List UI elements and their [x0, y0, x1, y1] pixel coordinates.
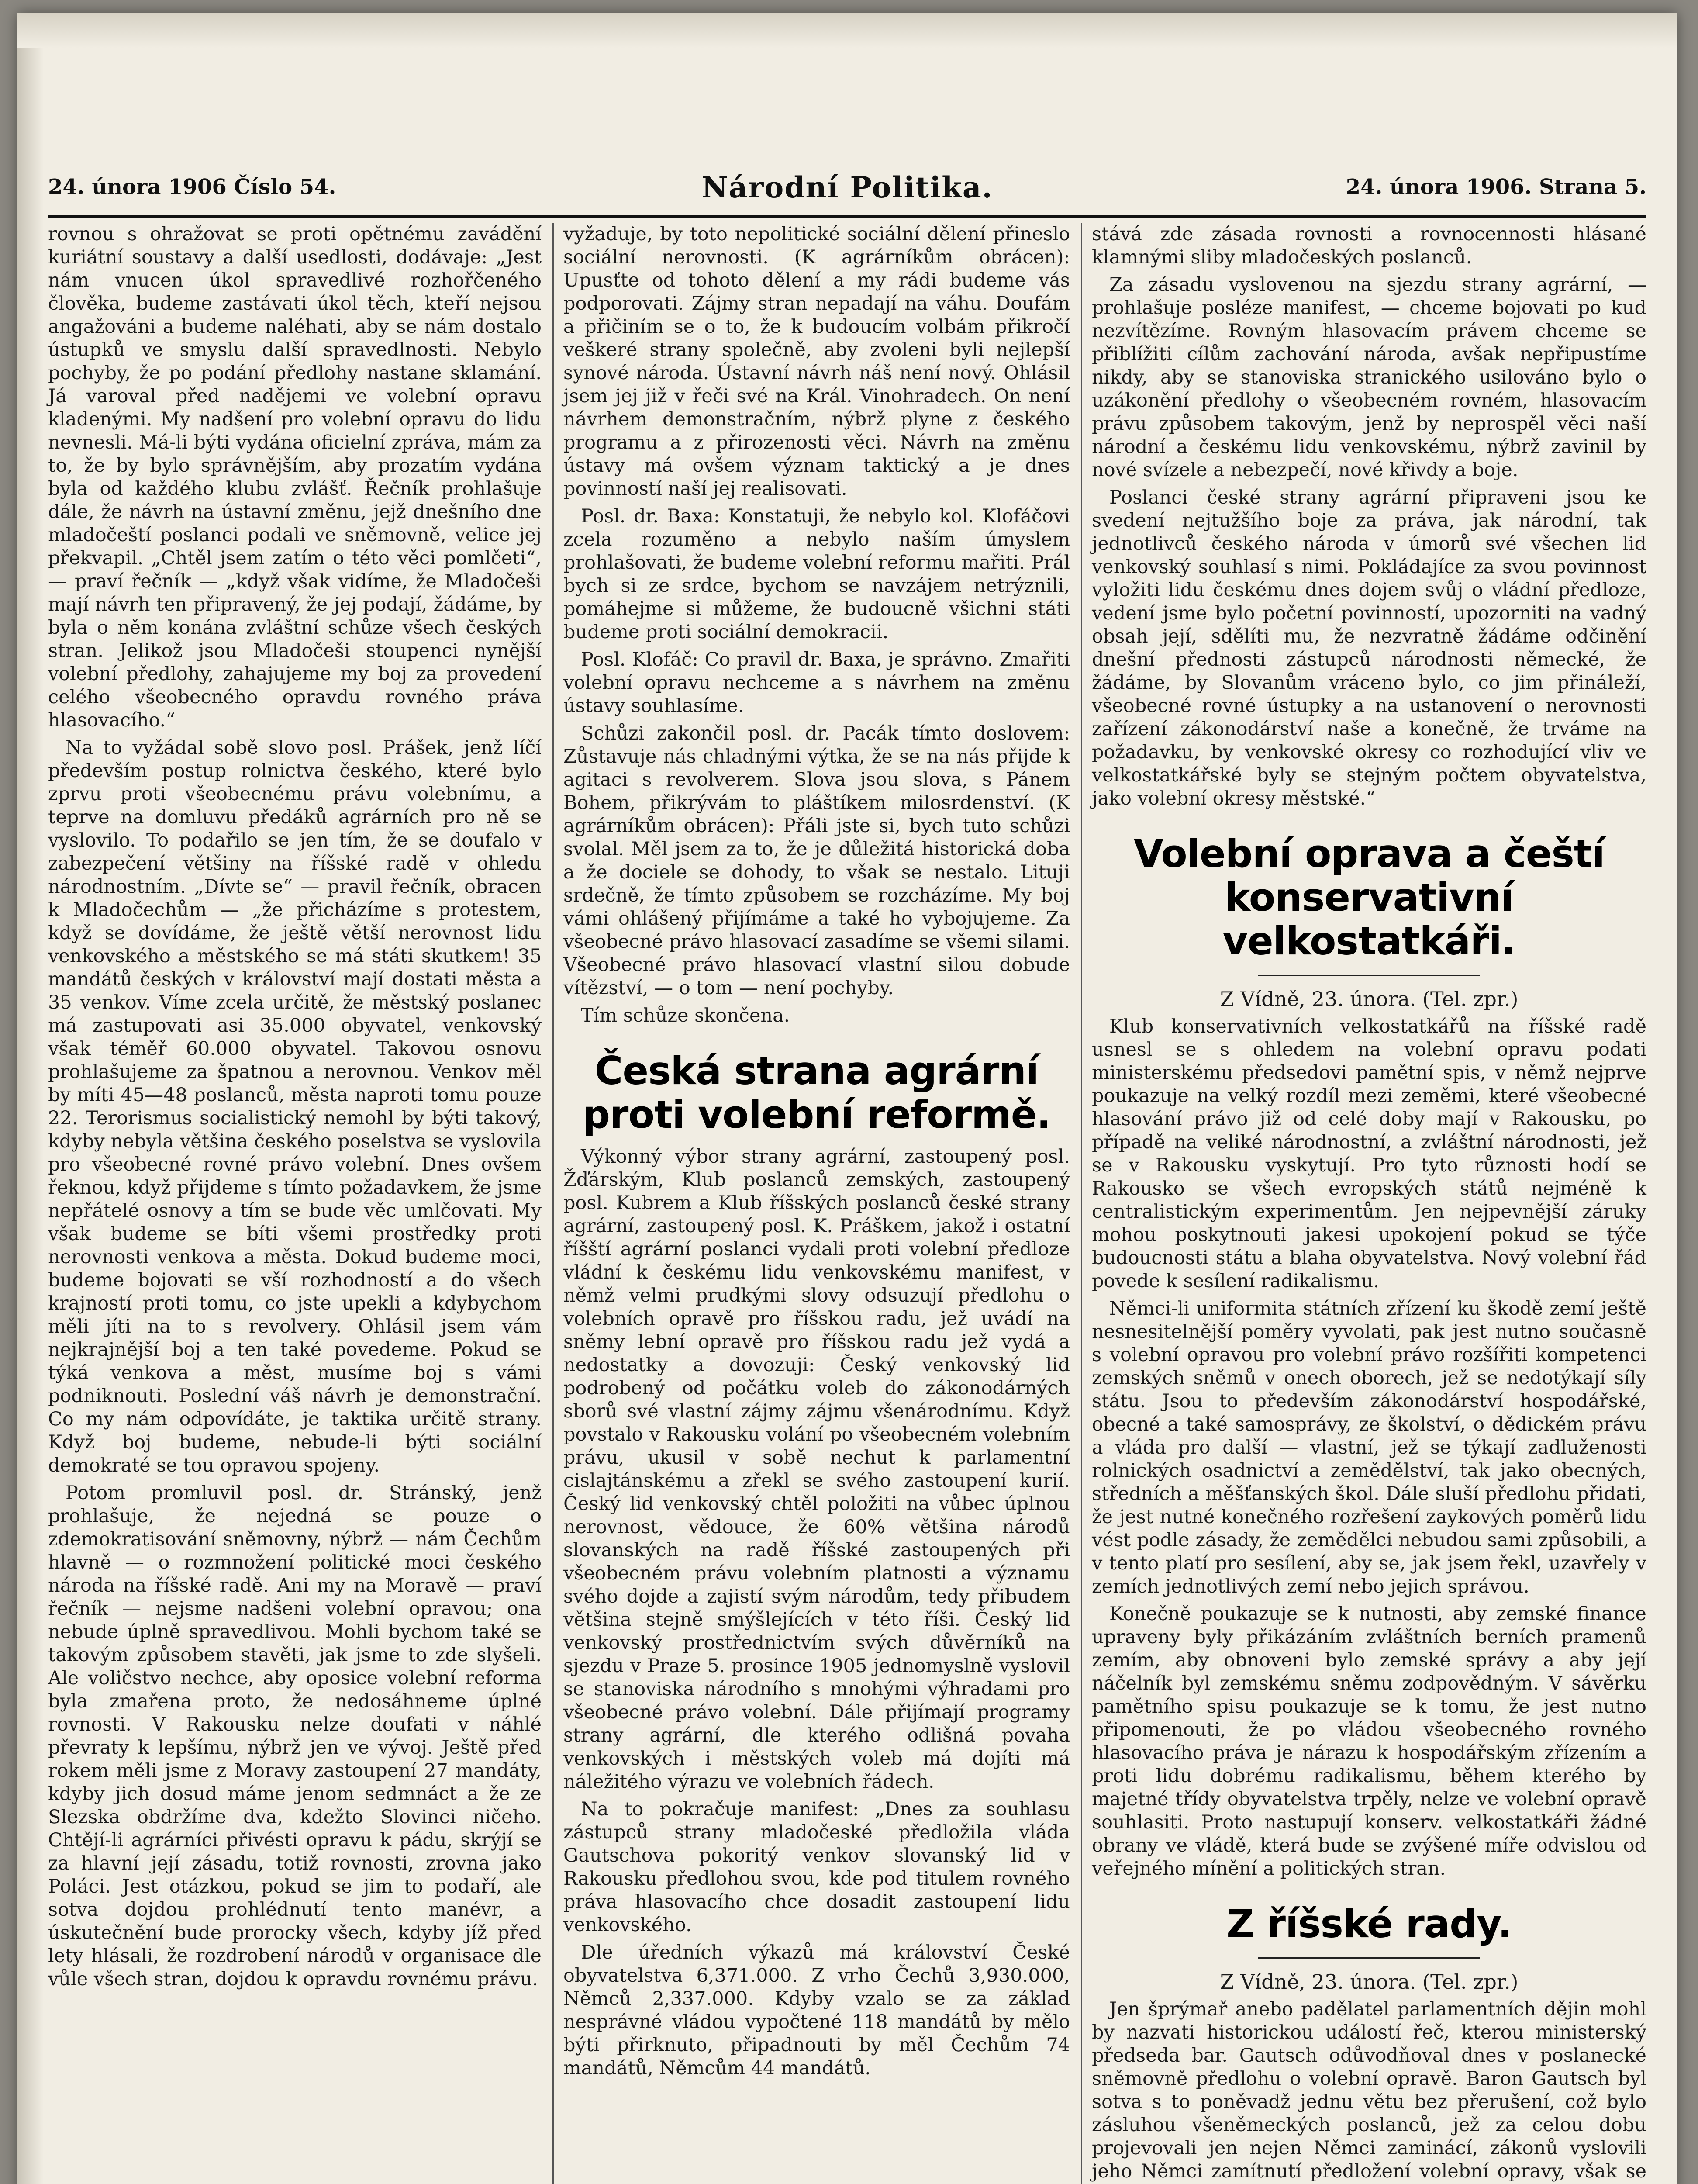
headline-underline [1258, 975, 1480, 976]
paragraph: stává zde zásada rovnosti a rovnocennosti hlásané klamnými sliby mladočeských poslanců. [1092, 223, 1646, 268]
header-date-issue: 24. února 1906 Číslo 54. [48, 175, 336, 199]
paragraph: Jen šprýmař anebo padělatel parlamentních dějin mohl by nazvati historickou událostí řeč, kterou ministerský předseda bar. Gautsch odůvodňoval dnes v poslanecké sněmovně předlohu o volební opravě. Baron Gautsch byl sotva s to poněvadž jednu větu bez přerušení, což bylo zásluhou všeněmeckých poslanců, jež za celou dobu projevovali jen nejen Němci zaminácí, zákonů vyslovili jeho Němci zamítnutí předložení volební opravy, však se [1092, 1998, 1646, 2182]
column-3 [1092, 223, 1646, 2184]
page-edge-shadow [17, 13, 44, 2184]
paragraph: Konečně poukazuje se k nutnosti, aby zemské finance upraveny byly přikázáním zvláštních berních pramenů zemím, aby obnoveni bylo zemské správy a aby její náčelník byl zemskému sněmu zodpovědným. V sávěrku pamětního spisu poukazuje se k tomu, že jest nutno připomenouti, že po vládou všeobecného rovného hlasovacího práva je nárazu k hospodářským zřízením a proti lidu dobrému radikalismu, během kterého by majetné třídy obyvatelstva trpěly, nelze ve volební opravě souhlasiti. Proto nastupují konserv. velkostatkáři žádné obrany ve vládě, která bude se zvýšené míře odvislou od veřejného mínění a politických stran. [1092, 1603, 1646, 1880]
dateline: Z Vídně, 23. února. (Tel. zpr.) [1220, 987, 1519, 1011]
column-2 [563, 223, 1070, 2084]
paragraph: Posl. Klofáč: Co pravil dr. Baxa, je správno. Zmařiti volební opravu nechceme a s návrhem na změnu ústavy souhlasíme. [563, 649, 1070, 717]
newspaper-title: Národní Politika. [701, 170, 993, 204]
paragraph: Poslanci české strany agrární připraveni jsou ke svedení nejtužšího boje za práva, jak národní, tak jednotlivců českého národa v úmorů své všechen lid venkovský souhlasí s nimi. Pokládajíce za svou povinnost vyložiti lidu českému dnes dojem svůj o vládní předloze, vedení jsme bylo početní povinností, upozorniti na vadný obsah její, sdělíti mu, že nezvratně žádáme odčinění dnešní přednosti zástupců národnosti německé, že žádáme, by Slovanům vráceno bylo, co jim přináleží, všeobecné rovné ústupky a na ustanovení o nerovnosti zařízení zákonodárství naše a konečně, že trváme na požadavku, by venkovské okresy co rozhodující vliv ve velkostatkářské byly se stejným počtem obyvatelstva, jako volební okresy městské.“ [1092, 487, 1646, 809]
column-rule [1081, 223, 1082, 2184]
paragraph: Na to pokračuje manifest: „Dnes za souhlasu zástupců strany mladočeské předložila vláda Gautschova pokoritý venkov slovanský lid v Rakousku předlohou svou, kde pod titulem rovného práva hlasovacího chce dosadit zastoupení lidu venkovského. [563, 1798, 1070, 1936]
article-headline: Z říšské rady. [1226, 1901, 1512, 1946]
paragraph: Němci-li uniformita státních zřízení ku škodě zemí ještě nesnesitelnější poměry vyvolati, pak jest nutno současně s volební opravou pro volební právo rozšířiti kompetenci zemských sněmů v onech oborech, jež se nedotýkají síly státu. Jsou to především zákonodárství hospodářské, obecné a také samosprávy, ze školství, o dědickém právu a vláda pro další — vlastní, jež se týkají zadluženosti rolnických osadnictví a zemědělství, tak jako obecných, středních a měšťanských škol. Dále sluší předlohu přidati, že jest nutné konečného rozřešení zaykových poměrů lidu vést podle zásady, že zemědělci nebudou sami způsobili, a v tento platí pro sesílení, aby se, jak jsem řekl, uzavřely v zemích jednotlivých zemí nebo jejich správou. [1092, 1298, 1646, 1597]
paragraph: Na to vyžádal sobě slovo posl. Prášek, jenž líčí především postup rolnictva českého, které bylo zprvu proti všeobecnému právu volebnímu, a teprve na domluvu předáků agrárních pro ně se vyslovilo. To podařilo se jen tím, že se doufalo v zabezpečení většiny na říšské radě v ohledu národnostním. „Dívte se“ — pravil řečník, obracen k Mladočechům — „že přicházíme s protestem, když se dovídáme, že ještě větší nerovnost lidu venkovského a městského se má státi skutkem! 35 mandátů českých v království mají dostati města a 35 venkov. Víme zcela určitě, že městský poslanec má zastupovati asi 35.000 obyvatel, venkovský však téměř 60.000 obyvatel. Takovou osnovu prohlašujeme za špatnou a nerovnou. Venkov měl by míti 45—48 poslanců, města naproti tomu pouze 22. Terorismus socialistický nemohl by býti takový, kdyby nebyla většina českého poselstva se vyslovila pro všeobecné rovné právo volební. Dnes ovšem řeknou, když přijdeme s tímto požadavkem, že jsme nepřátelé osnovy a tím se bude věc umlčovati. My však budeme se bíti všemi prostředky proti nerovnosti venkova a města. Dokud budeme moci, budeme bojovati se vší rozhodností a do všech krajností proti tomu, co jste upekli a kdybychom měli jíti na to s revolvery. Ohlásil jsem vám nejkrajnější boj a ten také povedeme. Pokud se týká venkova a měst, musíme boj s vámi podniknouti. Poslední váš návrh je demonstrační. Co my nám odpovídáte, je taktika určitě strany. Když boj budeme, nebude-li býti sociální demokraté se tou opravou spojeny. [48, 737, 542, 1476]
page-header [48, 170, 1646, 210]
paragraph: Tím schůze skončena. [581, 1005, 790, 1026]
headline-underline [1258, 1957, 1480, 1959]
paragraph: Potom promluvil posl. dr. Stránský, jenž prohlašuje, že nejedná se pouze o zdemokratisování sněmovny, nýbrž — nám Čechům hlavně — o rozmnožení politické moci českého národa na říšské radě. Ani my na Moravě — praví řečník — nejsme nadšeni volební opravou; ona nebude úplně spravedlivou. Mohli bychom také se takovým způsobem stavěti, jak jsme to zde slyšeli. Ale voličstvo nechce, aby oposice volební reforma byla zmařena proto, že nedosáhneme úplné rovnosti. V Rakousku nelze doufati v náhlé převraty k lepšímu, nýbrž jen ve vývoj. Ještě před rokem měli jsme z Moravy zastoupení 27 mandáty, kdyby jich dosud máme jenom sedmnáct a že ze Slezska obdržíme dva, kdežto Slovinci ničeho. Chtějí-li agrárníci přivésti opravu k pádu, skrýjí se za hlavní její zásadu, totiž rovnosti, zrovna jako Poláci. Jest otázkou, pokud se jim to podaří, ale sotva dojdou prohlédnutí tento manévr, a úskutečnění bude prorocky všech, kdyby jíž před lety hlásali, že rozdrobení národů v organisace dle vůle všech stran, dojdou k opravdu rovnému právu. [48, 1482, 542, 1990]
header-rule [48, 215, 1646, 218]
paragraph: vyžaduje, by toto nepolitické sociální dělení přineslo sociální nerovnosti. (K agrárníkům obrácen): Upusťte od tohoto dělení a my rádi budeme vás podporovati. Zájmy stran nepadají na váhu. Doufám a přičiním se o to, že k budoucím volbám přikročí veškeré strany společně, aby zvoleni byli nejlepší synové národa. Ústavní návrh náš není nový. Ohlásil jsem jej již v řeči své na Král. Vinohradech. On není návrhem demonstračním, nýbrž plyne z českého programu a z přirozenosti věci. Návrh na změnu ústavy má ovšem význam taktický a je dnes povinností naší jej realisovati. [563, 223, 1070, 500]
paragraph: rovnou s ohražovat se proti opětnému zavádění kuriátní soustavy a další usedlosti, dodávaje: „Jest nám vnucen úkol spravedlivé rozhořčeného člověka, budeme zastávati úkol těch, kteří nejsou angažováni a budeme naléhati, aby se nám dostalo ústupků ve smyslu další spravedlnosti. Nebylo pochyby, že po podání předlohy nastane sklamání. Já varoval před nadějemi ve volební opravu kladenými. My nadšení pro volební opravu do lidu nevnesli. Má-li býti vydána oficielní zpráva, mám za to, že by bylo správnějším, aby prozatím vydána byla od každého klubu zvlášť. Řečník prohlašuje dále, že návrh na ústavní změnu, jejž dnešního dne mladočeští poslanci podali ve sněmovně, velice jej překvapil. „Chtěl jsem zatím o této věci pomlčeti“, — praví řečník — „když však vidíme, že Mladočeši mají návrh ten připravený, že jej podají, žádáme, by byla o něm konána zvláštní schůze všech českých stran. Jelikož jsou Mladočeši stoupenci nynější volební předlohy, zahajujeme my boj za provedení celého všeobecného opravdu rovného práva hlasovacího.“ [48, 223, 542, 731]
article-headline: Česká strana agrární proti volební reformě. [583, 1048, 1051, 1137]
article-headline: Volební oprava a čeští konservativní velkostatkáři. [1133, 831, 1605, 964]
page-top-shadow [17, 13, 1677, 48]
header-date-page: 24. února 1906. Strana 5. [1346, 175, 1646, 199]
paragraph: Výkonný výbor strany agrární, zastoupený posl. Žďárským, Klub poslanců zemských, zastoupený posl. Kubrem a Klub říšských poslanců české strany agrární, zastoupený posl. K. Práškem, jakož i ostatní říšští agrární poslanci vydali proti volební předloze vládní k českému lidu venkovskému manifest, v němž velmi prudkými slovy odsuzují předlohu o volebních opravě pro říšskou radu, jež uvádí na sněmy lební opravě pro říšskou radu jež vydá a nedostatky a dovozuji: Český venkovský lid podrobený od počátku voleb do zákonodárných sborů své vlastní zájmy zájmu všenárodnímu. Když povstalo v Rakousku volání po všeobecném volebním právu, ukusil v sobě nechut k parlamentní cislajtánskému a zřekl se svého zastoupení kurií. Český lid venkovský chtěl položiti na vůbec úplnou nerovnost, vědouce, že 60% většina národů slovanských na radě říšské zastoupených při všeobecném právu volebním platnosti a významu svého dojde a zajistí svým národům, tedy přibudem většina stejně smýšlejících v této říši. Český lid venkovský prostřednictvím svých důvěrníků na sjezdu v Praze 5. prosince 1905 jednomyslně vyslovil se stanoviska národního s mnohými výhradami pro všeobecné právo volební. Dále přijímají programy strany agrární, dle kterého odlišná povaha venkovských i městských voleb má dojíti má náležitého výrazu ve volebních řádech. [563, 1146, 1070, 1793]
paragraph: Klub konservativních velkostatkářů na říšské radě usnesl se s ohledem na volební opravu podati ministerskému předsedovi pamětní spis, v němž nejprve poukazuje na velký rozdíl mezi zeměmi, které všeobecné hlasování právo již od celé doby mají v Rakousku, po případě na veliké národnostní, a zvláštní národnosti, jež se v Rakousku vyskytují. Pro tyto různosti hodí se Rakousko se všech evropských států nejméně k centralistickým experimentům. Jen nejpevnější záruky mohou poskytnouti jakesi upokojení pokud se týče budoucnosti státu a blaha obyvatelstva. Nový volební řád povede k sesílení radikalismu. [1092, 1016, 1646, 1292]
paragraph: Za zásadu vyslovenou na sjezdu strany agrární, — prohlašuje posléze manifest, — chceme bojovati po kud nezvítězíme. Rovným hlasovacím právem chceme se přiblížiti cílům zachování národa, avšak nepřipustíme nikdy, aby se stanoviska stranického usilováno bylo o uzákonění předlohy o všeobecném rovném, hlasovacím právu způsobem takovým, jenž by neprospěl věci naší národní a českému lidu venkovskému, nýbrž zavinil by nové svízele a nebezpečí, nové křivdy a boje. [1092, 274, 1646, 481]
paragraph: Posl. dr. Baxa: Konstatuji, že nebylo kol. Klofáčovi zcela rozuměno a nebylo naším úmyslem prohlašovati, že budeme volební reformu mařiti. Prál bych si ze srdce, bychom se navzájem netrýznili, pomáhejme si můžeme, že budoucně všichni státi budeme proti sociální demokracii. [563, 505, 1070, 643]
paragraph: Schůzi zakončil posl. dr. Pacák tímto doslovem: Zůstavuje nás chladnými výtka, že se na nás přijde k agitaci s revolverem. Slova jsou slova, s Pánem Bohem, přikrývám to pláštíkem milosrdenství. (K agrárníkům obrácen): Přáli jste si, bych tuto schůzi svolal. Měl jsem za to, že je důležitá historická doba a že dociele se dohody, to však se nestalo. Lituji srdečně, že tímto způsobem se rozcházíme. My boj vámi ohlášený přijímáme a také ho vybojujeme. Za všeobecné právo hlasovací zasadíme se všemi silami. Všeobecné právo hlasovací vlastní silou dobude vítězství, — o tom — není pochyby. [563, 722, 1070, 999]
column-rule [552, 223, 554, 2184]
column-1 [48, 223, 542, 1995]
newspaper-page [17, 13, 1677, 2184]
dateline: Z Vídně, 23. února. (Tel. zpr.) [1220, 1970, 1519, 1994]
paragraph: Dle úředních výkazů má království České obyvatelstva 6,371.000. Z vrho Čechů 3,930.000, Němců 2,337.000. Kdyby vzalo se za základ nesprávné vládou vypočtené 118 mandátů by mělo býti přirknuto, připadnouti by měl Čechům 74 mandátů, Němcům 44 mandátů. [563, 1942, 1070, 2079]
